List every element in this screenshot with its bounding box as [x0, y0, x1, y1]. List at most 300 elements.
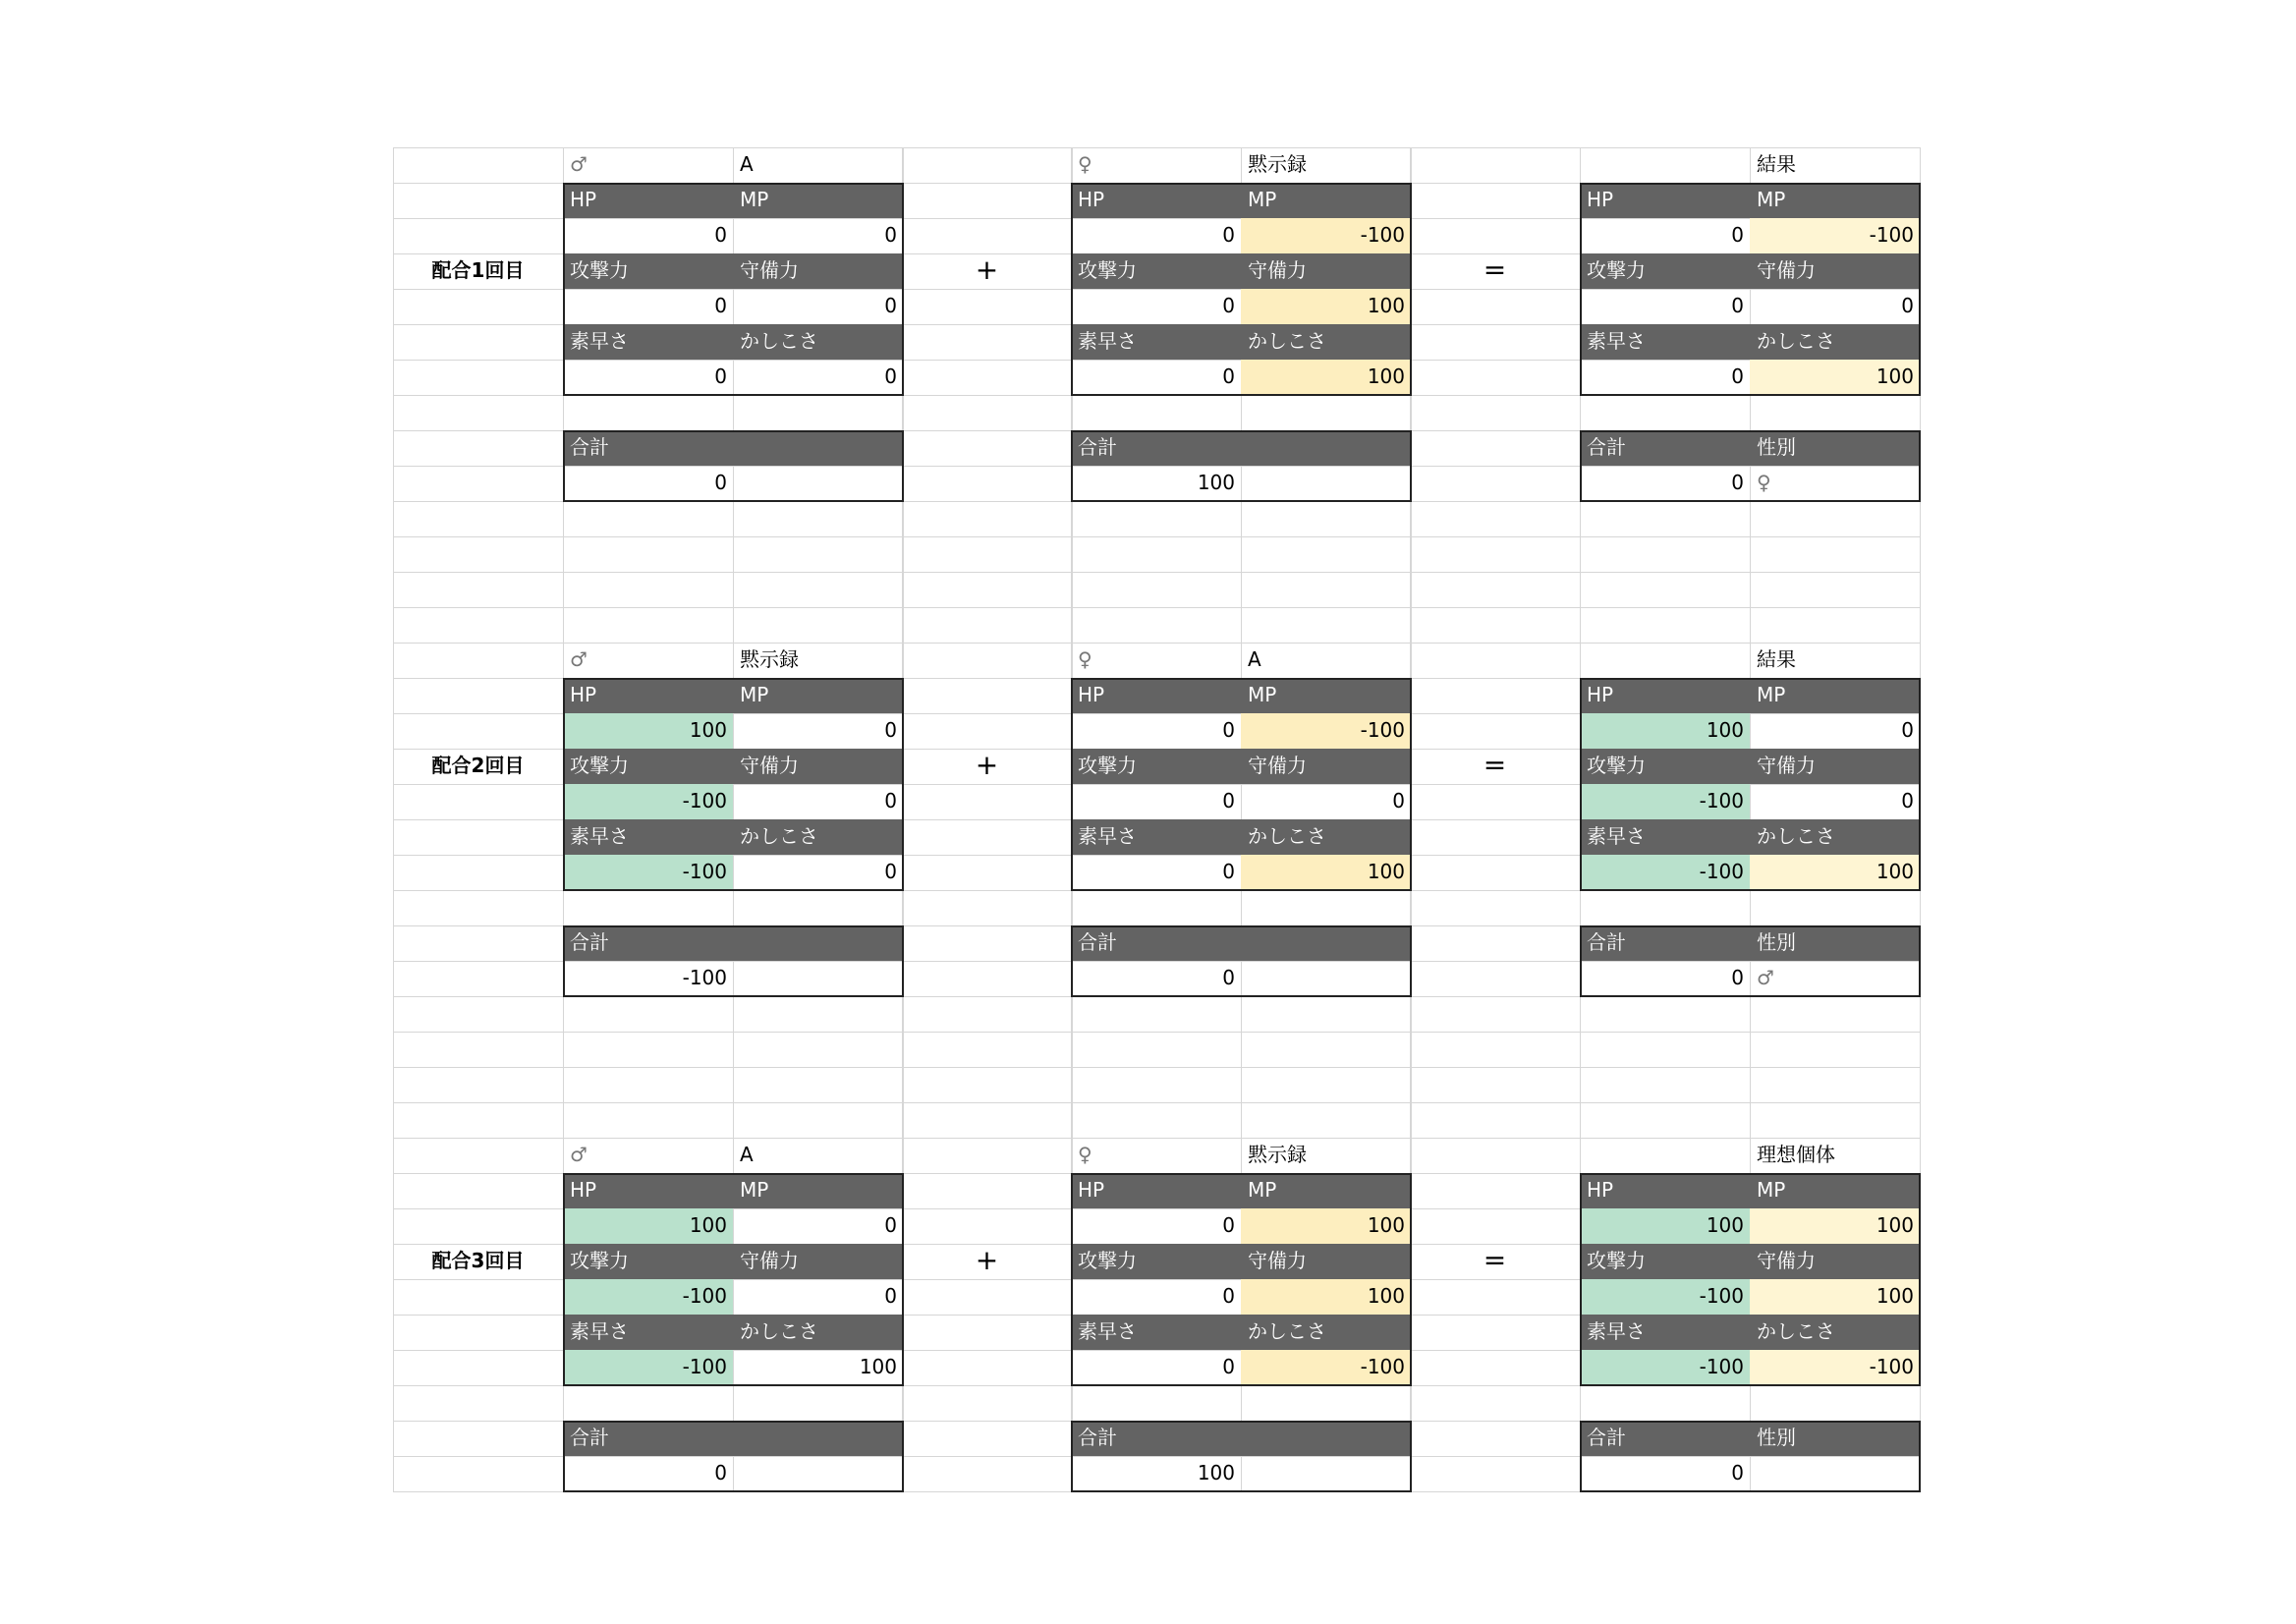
stat-value[interactable]: 100 [1241, 1279, 1411, 1315]
stat-header: MP [733, 678, 903, 713]
grid-cell[interactable] [393, 289, 564, 325]
grid-cell[interactable] [393, 1385, 564, 1422]
grid-cell[interactable] [393, 536, 564, 573]
grid-cell[interactable] [1750, 1102, 1921, 1139]
stat-value[interactable]: 0 [884, 789, 897, 812]
grid-cell[interactable] [393, 819, 564, 856]
stat-value[interactable]: 0 [884, 718, 897, 742]
gender-value[interactable] [1241, 961, 1411, 996]
stat-value[interactable]: 100 [1241, 289, 1411, 324]
grid-cell[interactable] [1580, 607, 1751, 644]
stat-header: 攻撃力 [1071, 749, 1241, 784]
stat-header: 素早さ [1071, 819, 1241, 855]
stat-header: 攻撃力 [1580, 749, 1750, 784]
grid-cell[interactable] [1410, 1315, 1581, 1351]
grid-cell[interactable] [1071, 1032, 1242, 1068]
stat-value[interactable]: 100 [563, 713, 733, 749]
stat-header: HP [1580, 183, 1750, 218]
grid-cell[interactable] [902, 713, 1073, 750]
grid-cell[interactable] [902, 501, 1073, 537]
grid-cell[interactable] [393, 1456, 564, 1492]
stat-value[interactable]: 0 [714, 294, 727, 317]
grid-cell[interactable] [563, 536, 734, 573]
grid-cell[interactable] [1410, 395, 1581, 431]
grid-cell[interactable] [393, 501, 564, 537]
stat-header: かしこさ [1750, 324, 1920, 360]
grid-cell[interactable] [393, 430, 564, 467]
stat-header: 守備力 [733, 253, 903, 289]
grid-cell[interactable] [1750, 607, 1921, 644]
stat-value[interactable]: 100 [563, 1208, 733, 1244]
grid-cell[interactable] [902, 1032, 1073, 1068]
grid-cell[interactable] [393, 324, 564, 361]
total-value[interactable]: 100 [1197, 1461, 1235, 1484]
grid-cell[interactable] [902, 1456, 1073, 1492]
stat-header: 素早さ [563, 1315, 733, 1350]
grid-cell[interactable] [563, 890, 734, 926]
grid-cell[interactable] [902, 784, 1073, 820]
stat-value[interactable]: -100 [1580, 855, 1750, 890]
gender-symbol: ♀ [1078, 1143, 1092, 1166]
stat-value[interactable]: 0 [1222, 789, 1235, 812]
stat-value[interactable]: 0 [1222, 718, 1235, 742]
grid-cell[interactable] [1580, 572, 1751, 608]
grid-cell[interactable] [1410, 289, 1581, 325]
stat-value[interactable]: 0 [1222, 860, 1235, 883]
grid-cell[interactable] [393, 607, 564, 644]
grid-cell[interactable] [393, 961, 564, 997]
grid-cell[interactable] [1241, 395, 1412, 431]
total-header: 合計 [1071, 925, 1241, 961]
plus-sign: + [975, 749, 999, 781]
grid-cell[interactable] [1410, 643, 1581, 679]
stat-value[interactable]: 0 [884, 223, 897, 247]
grid-cell[interactable] [1410, 147, 1581, 184]
gender-value[interactable] [1241, 1456, 1411, 1491]
stat-value[interactable]: 100 [1241, 1208, 1411, 1244]
grid-cell[interactable] [733, 607, 904, 644]
stat-header: HP [563, 678, 733, 713]
gender-value[interactable] [1241, 466, 1411, 501]
grid-cell[interactable] [1241, 536, 1412, 573]
stat-header: かしこさ [733, 819, 903, 855]
gender-value[interactable] [1750, 1456, 1920, 1491]
monster-name: 黙示録 [1248, 152, 1307, 176]
total-value[interactable]: 0 [714, 471, 727, 494]
grid-cell[interactable] [1750, 1067, 1921, 1103]
grid-cell[interactable] [1750, 1385, 1921, 1422]
grid-cell[interactable] [1410, 678, 1581, 714]
grid-cell[interactable] [1750, 501, 1921, 537]
grid-cell[interactable] [1750, 536, 1921, 573]
stat-value[interactable]: 100 [1750, 855, 1920, 890]
round-label: 配合3回目 [431, 1249, 525, 1272]
stat-value[interactable]: -100 [1580, 1279, 1750, 1315]
grid-cell[interactable] [1410, 1102, 1581, 1139]
grid-cell[interactable] [393, 1315, 564, 1351]
stat-header: HP [1071, 678, 1241, 713]
grid-cell[interactable] [1410, 996, 1581, 1033]
stat-header: 攻撃力 [1071, 253, 1241, 289]
stat-header: 守備力 [1750, 1244, 1920, 1279]
stat-header: 素早さ [1071, 1315, 1241, 1350]
grid-cell[interactable] [393, 1032, 564, 1068]
grid-cell[interactable] [902, 324, 1073, 361]
grid-cell[interactable] [1410, 961, 1581, 997]
total-value[interactable]: 0 [1731, 966, 1744, 989]
total-value[interactable]: 0 [1731, 1461, 1744, 1484]
stat-header: 守備力 [1241, 749, 1411, 784]
grid-cell[interactable] [1410, 1350, 1581, 1386]
grid-cell[interactable] [902, 1385, 1073, 1422]
grid-cell[interactable] [1241, 501, 1412, 537]
grid-cell[interactable] [1410, 501, 1581, 537]
grid-cell[interactable] [393, 147, 564, 184]
stat-value[interactable]: 0 [884, 860, 897, 883]
grid-cell[interactable] [902, 925, 1073, 962]
grid-cell[interactable] [733, 501, 904, 537]
grid-cell[interactable] [393, 572, 564, 608]
grid-cell[interactable] [1580, 536, 1751, 573]
grid-cell[interactable] [902, 1350, 1073, 1386]
gender-value[interactable] [733, 1456, 903, 1491]
monster-name: 黙示録 [1248, 1143, 1307, 1166]
stat-header: 攻撃力 [1580, 253, 1750, 289]
grid-cell[interactable] [393, 1173, 564, 1209]
stat-value[interactable]: -100 [563, 855, 733, 890]
monster-name: A [1248, 647, 1261, 671]
grid-cell[interactable] [1410, 218, 1581, 254]
stat-value[interactable]: 0 [884, 1213, 897, 1237]
grid-cell[interactable] [733, 395, 904, 431]
grid-cell[interactable] [902, 183, 1073, 219]
stat-value[interactable]: 0 [1901, 718, 1914, 742]
grid-cell[interactable] [1071, 607, 1242, 644]
grid-cell[interactable] [1071, 996, 1242, 1033]
grid-cell[interactable] [902, 218, 1073, 254]
stat-value[interactable]: 0 [884, 1284, 897, 1308]
grid-cell[interactable] [1580, 996, 1751, 1033]
grid-cell[interactable] [733, 1032, 904, 1068]
stat-header: かしこさ [1241, 324, 1411, 360]
stat-value[interactable]: -100 [1241, 713, 1411, 749]
grid-cell[interactable] [393, 925, 564, 962]
grid-cell[interactable] [902, 1279, 1073, 1316]
grid-cell[interactable] [902, 996, 1073, 1033]
grid-cell[interactable] [563, 996, 734, 1033]
stat-value[interactable]: 100 [1580, 713, 1750, 749]
grid-cell[interactable] [563, 1102, 734, 1139]
stat-value[interactable]: 0 [1222, 1284, 1235, 1308]
monster-name: 黙示録 [740, 647, 799, 671]
stat-value[interactable]: 0 [1222, 1355, 1235, 1378]
grid-cell[interactable] [902, 1102, 1073, 1139]
grid-cell[interactable] [393, 996, 564, 1033]
stat-header: 守備力 [1241, 253, 1411, 289]
gender-value[interactable] [733, 466, 903, 501]
grid-cell[interactable] [393, 643, 564, 679]
grid-cell[interactable] [1071, 572, 1242, 608]
grid-cell[interactable] [1410, 1421, 1581, 1457]
grid-cell[interactable] [393, 183, 564, 219]
grid-cell[interactable] [1410, 1032, 1581, 1068]
grid-cell[interactable] [1071, 536, 1242, 573]
stat-header: MP [1750, 1173, 1920, 1208]
grid-cell[interactable] [1580, 1032, 1751, 1068]
stat-header: 守備力 [733, 749, 903, 784]
stat-value[interactable]: 0 [714, 223, 727, 247]
grid-cell[interactable] [1241, 1385, 1412, 1422]
grid-cell[interactable] [1410, 1385, 1581, 1422]
gender-header [1241, 430, 1411, 466]
grid-cell[interactable] [563, 572, 734, 608]
grid-cell[interactable] [902, 819, 1073, 856]
total-value[interactable]: 0 [1731, 471, 1744, 494]
stat-value[interactable]: 100 [1750, 360, 1920, 395]
grid-cell[interactable] [393, 890, 564, 926]
grid-cell[interactable] [1410, 430, 1581, 467]
stat-value[interactable]: -100 [1241, 218, 1411, 253]
grid-cell[interactable] [1410, 713, 1581, 750]
stat-value[interactable]: 0 [884, 364, 897, 388]
stat-value[interactable]: 0 [1222, 1213, 1235, 1237]
grid-cell[interactable] [1241, 572, 1412, 608]
gender-header [1241, 925, 1411, 961]
stat-header: HP [1071, 1173, 1241, 1208]
stat-value[interactable]: 0 [1731, 364, 1744, 388]
total-value[interactable]: -100 [682, 966, 727, 989]
grid-cell[interactable] [393, 678, 564, 714]
stat-header: 素早さ [1071, 324, 1241, 360]
grid-cell[interactable] [1241, 1032, 1412, 1068]
stat-header: かしこさ [733, 1315, 903, 1350]
grid-cell[interactable] [1580, 395, 1751, 431]
grid-cell[interactable] [733, 572, 904, 608]
grid-cell[interactable] [1410, 183, 1581, 219]
grid-cell[interactable] [733, 996, 904, 1033]
stat-header: 素早さ [563, 819, 733, 855]
grid-cell[interactable] [902, 1421, 1073, 1457]
grid-cell[interactable] [902, 1138, 1073, 1174]
grid-cell[interactable] [902, 855, 1073, 891]
grid-cell[interactable] [1750, 1032, 1921, 1068]
stat-header: かしこさ [1750, 819, 1920, 855]
grid-cell[interactable] [393, 360, 564, 396]
grid-cell[interactable] [902, 890, 1073, 926]
grid-cell[interactable] [1410, 1279, 1581, 1316]
stat-value[interactable]: 0 [1222, 294, 1235, 317]
grid-cell[interactable] [1410, 819, 1581, 856]
stat-value[interactable]: 0 [1901, 294, 1914, 317]
grid-cell[interactable] [1071, 1102, 1242, 1139]
grid-cell[interactable] [563, 1067, 734, 1103]
grid-cell[interactable] [733, 536, 904, 573]
grid-cell[interactable] [1410, 324, 1581, 361]
total-header: 合計 [1580, 925, 1750, 961]
grid-cell[interactable] [1241, 1067, 1412, 1103]
grid-cell[interactable] [1410, 1456, 1581, 1492]
grid-cell[interactable] [563, 607, 734, 644]
grid-cell[interactable] [902, 1067, 1073, 1103]
grid-cell[interactable] [733, 890, 904, 926]
grid-cell[interactable] [393, 1208, 564, 1245]
grid-cell[interactable] [393, 466, 564, 502]
stat-value[interactable]: 100 [1750, 1208, 1920, 1244]
grid-cell[interactable] [1750, 395, 1921, 431]
grid-cell[interactable] [393, 1350, 564, 1386]
stat-header: MP [1750, 183, 1920, 218]
grid-cell[interactable] [902, 607, 1073, 644]
stat-value[interactable]: -100 [1750, 218, 1920, 253]
stat-value[interactable]: 100 [1241, 360, 1411, 395]
grid-cell[interactable] [1410, 1208, 1581, 1245]
grid-cell[interactable] [902, 430, 1073, 467]
stat-value[interactable]: 0 [884, 294, 897, 317]
monster-name: A [740, 1143, 754, 1166]
grid-cell[interactable] [1241, 607, 1412, 644]
grid-cell[interactable] [393, 218, 564, 254]
grid-cell[interactable] [1580, 501, 1751, 537]
grid-cell[interactable] [1410, 536, 1581, 573]
grid-cell[interactable] [902, 395, 1073, 431]
grid-cell[interactable] [1071, 395, 1242, 431]
grid-cell[interactable] [1410, 607, 1581, 644]
grid-cell[interactable] [1410, 466, 1581, 502]
stat-value[interactable]: 0 [1392, 789, 1405, 812]
grid-cell[interactable] [393, 1421, 564, 1457]
stat-value[interactable]: 100 [1580, 1208, 1750, 1244]
grid-cell[interactable] [1580, 1067, 1751, 1103]
stat-value[interactable]: 100 [1241, 855, 1411, 890]
stat-value[interactable]: -100 [1580, 784, 1750, 819]
grid-cell[interactable] [393, 1138, 564, 1174]
total-value[interactable]: 0 [714, 1461, 727, 1484]
grid-cell[interactable] [563, 501, 734, 537]
grid-cell[interactable] [1750, 572, 1921, 608]
gender-value[interactable]: ♂ [1757, 966, 1774, 989]
gender-symbol [1580, 147, 1750, 183]
grid-cell[interactable] [1750, 996, 1921, 1033]
stat-value[interactable]: 0 [714, 364, 727, 388]
grid-cell[interactable] [1410, 925, 1581, 962]
grid-cell[interactable] [902, 360, 1073, 396]
grid-cell[interactable] [902, 572, 1073, 608]
grid-cell[interactable] [393, 395, 564, 431]
grid-cell[interactable] [393, 1102, 564, 1139]
grid-cell[interactable] [902, 466, 1073, 502]
plus-sign: + [975, 253, 999, 286]
grid-cell[interactable] [393, 713, 564, 750]
stat-value[interactable]: 100 [859, 1355, 897, 1378]
grid-cell[interactable] [733, 1385, 904, 1422]
grid-cell[interactable] [733, 1067, 904, 1103]
grid-cell[interactable] [1241, 1102, 1412, 1139]
grid-cell[interactable] [902, 678, 1073, 714]
stat-header: かしこさ [1241, 1315, 1411, 1350]
grid-cell[interactable] [1071, 501, 1242, 537]
grid-cell[interactable] [1241, 996, 1412, 1033]
stat-header: かしこさ [1241, 819, 1411, 855]
stat-header: MP [1241, 678, 1411, 713]
grid-cell[interactable] [1580, 1385, 1751, 1422]
grid-cell[interactable] [902, 147, 1073, 184]
grid-cell[interactable] [902, 1208, 1073, 1245]
grid-cell[interactable] [1410, 572, 1581, 608]
grid-cell[interactable] [563, 1032, 734, 1068]
plus-sign: + [975, 1244, 999, 1276]
stat-header: 攻撃力 [1580, 1244, 1750, 1279]
total-header: 合計 [1071, 1421, 1241, 1456]
stat-value[interactable]: 0 [1731, 294, 1744, 317]
grid-cell[interactable] [1410, 855, 1581, 891]
grid-cell[interactable] [902, 961, 1073, 997]
grid-cell[interactable] [902, 643, 1073, 679]
grid-cell[interactable] [1580, 890, 1751, 926]
stat-value[interactable]: -100 [1750, 1350, 1920, 1385]
grid-cell[interactable] [1071, 1067, 1242, 1103]
grid-cell[interactable] [1410, 360, 1581, 396]
grid-cell[interactable] [1410, 784, 1581, 820]
gender-value[interactable] [733, 961, 903, 996]
stat-value[interactable]: -100 [563, 784, 733, 819]
gender-header [733, 430, 903, 466]
total-value[interactable]: 0 [1222, 966, 1235, 989]
stat-header: 素早さ [1580, 819, 1750, 855]
stat-value[interactable]: 0 [1731, 223, 1744, 247]
grid-cell[interactable] [1580, 1102, 1751, 1139]
stat-value[interactable]: 0 [1222, 364, 1235, 388]
gender-symbol: ♀ [1078, 647, 1092, 671]
total-header: 合計 [1580, 430, 1750, 466]
monster-name: A [740, 152, 754, 176]
grid-cell[interactable] [393, 784, 564, 820]
grid-cell[interactable] [1410, 890, 1581, 926]
stat-header: MP [733, 1173, 903, 1208]
grid-cell[interactable] [393, 1067, 564, 1103]
grid-cell[interactable] [393, 855, 564, 891]
grid-cell[interactable] [733, 1102, 904, 1139]
grid-cell[interactable] [393, 1279, 564, 1316]
stat-value[interactable]: -100 [1580, 1350, 1750, 1385]
stat-value[interactable]: -100 [1241, 1350, 1411, 1385]
grid-cell[interactable] [902, 536, 1073, 573]
grid-cell[interactable] [563, 395, 734, 431]
stat-header: 攻撃力 [563, 1244, 733, 1279]
stat-value[interactable]: 100 [1750, 1279, 1920, 1315]
monster-name: 理想個体 [1757, 1143, 1835, 1166]
grid-cell[interactable] [1410, 1138, 1581, 1174]
total-value[interactable]: 100 [1197, 471, 1235, 494]
grid-cell[interactable] [1410, 1173, 1581, 1209]
gender-value[interactable]: ♀ [1757, 471, 1771, 494]
grid-cell[interactable] [902, 1315, 1073, 1351]
grid-cell[interactable] [902, 1173, 1073, 1209]
stat-header: MP [1241, 1173, 1411, 1208]
stat-header: MP [1241, 183, 1411, 218]
stat-value[interactable]: 0 [1222, 223, 1235, 247]
grid-cell[interactable] [1410, 1067, 1581, 1103]
grid-cell[interactable] [1071, 1385, 1242, 1422]
grid-cell[interactable] [1071, 890, 1242, 926]
stat-value[interactable]: 0 [1901, 789, 1914, 812]
grid-cell[interactable] [902, 289, 1073, 325]
stat-value[interactable]: -100 [563, 1279, 733, 1315]
grid-cell[interactable] [1750, 890, 1921, 926]
grid-cell[interactable] [563, 1385, 734, 1422]
stat-header: HP [1580, 678, 1750, 713]
grid-cell[interactable] [1241, 890, 1412, 926]
stat-value[interactable]: -100 [563, 1350, 733, 1385]
